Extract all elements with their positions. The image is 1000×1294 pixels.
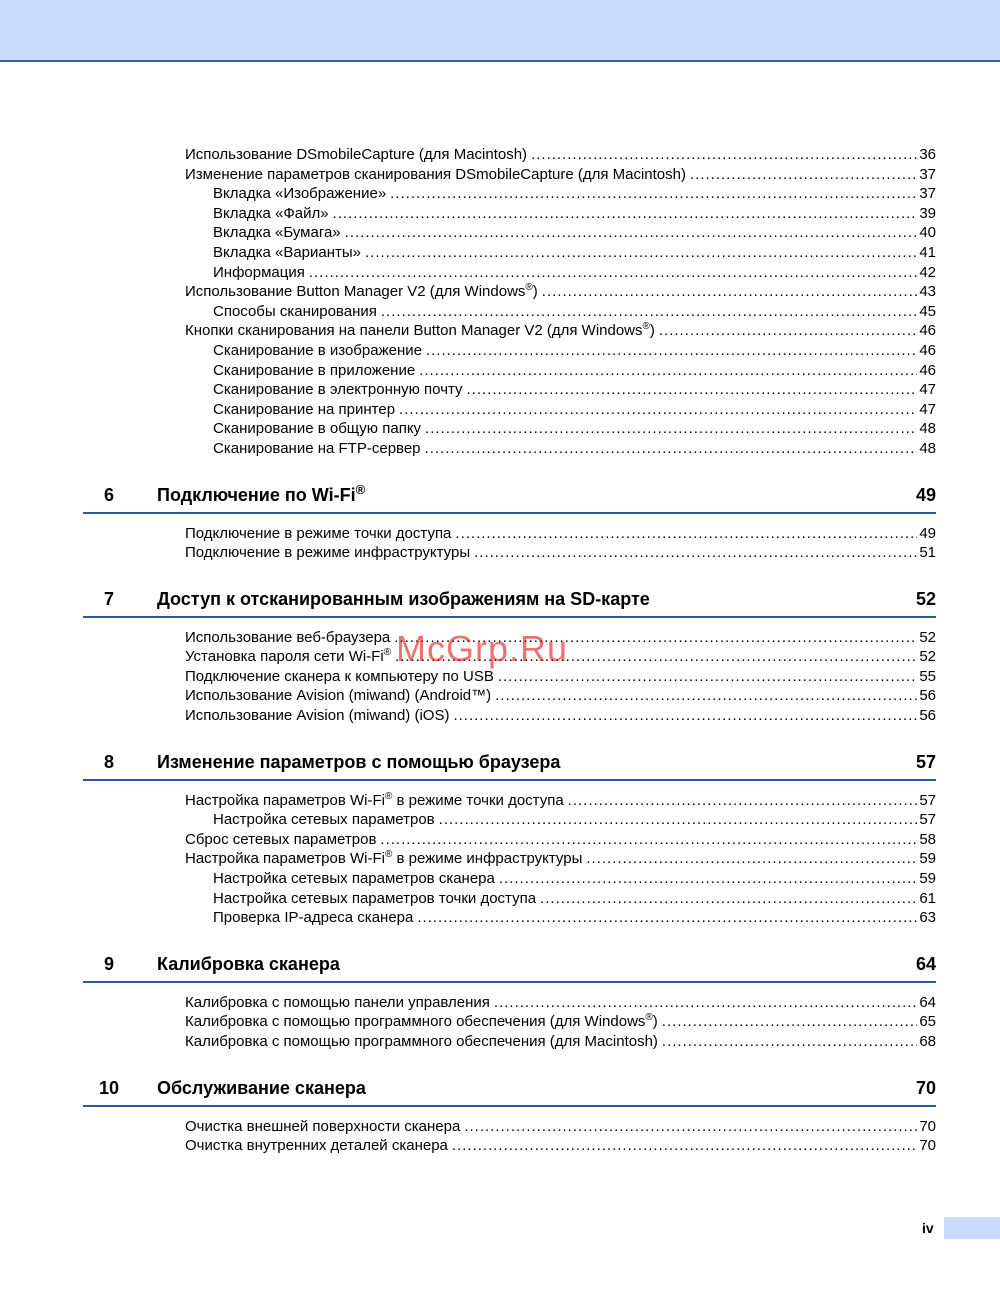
toc-entry-page: 64	[919, 993, 936, 1011]
dot-leader	[474, 543, 917, 563]
dot-leader	[453, 706, 917, 726]
toc-entry[interactable]	[213, 184, 936, 204]
toc-entry-page: 59	[919, 870, 936, 888]
chapter-page: 49	[915, 484, 936, 505]
chapter-heading[interactable]	[83, 476, 936, 514]
dot-leader	[345, 223, 918, 243]
toc-entry[interactable]	[185, 686, 936, 706]
dot-leader	[426, 341, 917, 361]
toc-entry[interactable]	[213, 400, 936, 420]
toc-entry[interactable]	[213, 810, 936, 830]
toc-entry-page: 37	[919, 165, 936, 183]
dot-leader	[452, 1136, 917, 1156]
toc-entry-title: Вкладка «Бумага»	[213, 224, 341, 242]
dot-leader	[439, 810, 918, 830]
toc-entry-page: 42	[919, 263, 936, 281]
toc-entry-page: 58	[919, 830, 936, 848]
toc-entry-title: Использование Button Manager V2 (для Windows®)	[185, 282, 538, 301]
toc-entry-title: Калибровка с помощью программного обеспечения (для Windows®)	[185, 1012, 658, 1031]
page-tab	[944, 1217, 1000, 1239]
toc-entry-page: 57	[919, 811, 936, 829]
toc-entry-page: 51	[919, 544, 936, 562]
dot-leader	[333, 204, 918, 224]
toc-entry-page: 39	[919, 204, 936, 222]
toc-entry-page: 48	[919, 420, 936, 438]
toc-entry[interactable]	[213, 263, 936, 283]
toc-entry-title: Вкладка «Изображение»	[213, 185, 387, 203]
toc-entry-title: Использование Avision (miwand) (Android™)	[185, 687, 492, 705]
toc-entry-page: 55	[919, 667, 936, 685]
toc-entry-title: Сканирование в приложение	[213, 361, 416, 379]
chapter-heading[interactable]	[83, 1069, 936, 1107]
registered-mark: ®	[645, 1012, 653, 1024]
toc-entry-page: 56	[919, 687, 936, 705]
chapter-number: 10	[98, 1077, 120, 1098]
chapter-page: 64	[915, 953, 936, 974]
toc-entry-page: 56	[919, 707, 936, 725]
toc-entry-page: 46	[919, 361, 936, 379]
toc-entry[interactable]	[213, 869, 936, 889]
toc-entry-title: Настройка сетевых параметров сканера	[213, 870, 495, 888]
toc-entry-page: 57	[919, 791, 936, 809]
dot-leader	[662, 1012, 918, 1032]
toc-entry-title: Использование DSmobileCapture (для Macintosh)	[185, 146, 528, 163]
toc-entry-page: 52	[919, 628, 936, 646]
dot-leader	[531, 145, 917, 165]
toc-entry[interactable]	[213, 223, 936, 243]
toc-entry-page: 61	[919, 889, 936, 907]
toc-entry-title: Сброс сетевых параметров	[185, 830, 377, 848]
dot-leader	[425, 439, 918, 459]
toc-entry-page: 59	[919, 850, 936, 868]
chapter-heading[interactable]	[83, 945, 936, 983]
toc-entry-page: 70	[919, 1137, 936, 1155]
toc-entry-title: Проверка IP-адреса сканера	[213, 909, 414, 927]
dot-leader	[365, 243, 917, 263]
chapter-page: 57	[915, 751, 936, 772]
dot-leader	[690, 165, 917, 185]
toc-entry-page: 47	[919, 400, 936, 418]
toc-entry-title: Способы сканирования	[213, 302, 377, 320]
toc-entry-title: Подключение в режиме инфраструктуры	[185, 544, 471, 562]
dot-leader	[586, 849, 917, 869]
toc-entry[interactable]	[185, 1032, 936, 1052]
toc-entry-title: Изменение параметров сканирования DSmobileCapture (для Macintosh)	[185, 165, 686, 183]
toc-entry-page: 43	[919, 283, 936, 301]
toc-entry[interactable]	[213, 908, 936, 928]
chapter-title: Подключение по Wi-Fi®	[157, 481, 366, 505]
toc-entry-title: Настройка сетевых параметров	[213, 811, 435, 829]
toc-entry[interactable]	[213, 361, 936, 381]
chapter-page: 70	[915, 1077, 936, 1098]
dot-leader	[540, 889, 917, 909]
toc-entry[interactable]	[185, 321, 936, 341]
toc-entry-title: Сканирование в электронную почту	[213, 381, 463, 399]
dot-leader	[417, 908, 917, 928]
toc-entry-title: Кнопки сканирования на панели Button Manager V2 (для Windows®)	[185, 321, 655, 340]
toc-entry[interactable]	[213, 243, 936, 263]
toc-entry[interactable]	[185, 993, 936, 1013]
toc-entry[interactable]	[213, 341, 936, 361]
chapter-title: Доступ к отсканированным изображениям на SD-карте	[157, 588, 650, 609]
registered-mark: ®	[525, 282, 533, 294]
watermark: McGrp.Ru	[396, 628, 569, 669]
toc-entry-page: 49	[919, 524, 936, 542]
toc-entry[interactable]	[185, 145, 936, 165]
toc-entry[interactable]	[213, 204, 936, 224]
toc-entry-title: Сканирование на FTP-сервер	[213, 439, 421, 457]
chapter-title: Изменение параметров с помощью браузера	[157, 751, 561, 772]
toc-entry-page: 45	[919, 302, 936, 320]
toc-entry-title: Использование веб-браузера	[185, 628, 391, 646]
chapter-title: Калибровка сканера	[157, 953, 340, 974]
toc-entry-title: Очистка внешней поверхности сканера	[185, 1117, 461, 1135]
dot-leader	[419, 361, 917, 381]
toc-entry-page: 47	[919, 381, 936, 399]
toc-entry-title: Использование Avision (miwand) (iOS)	[185, 707, 450, 725]
toc-entry[interactable]	[185, 282, 936, 302]
dot-leader	[380, 830, 917, 850]
toc-entry-title: Сканирование в изображение	[213, 341, 422, 359]
chapter-number: 6	[103, 484, 114, 505]
toc-entry-title: Вкладка «Файл»	[213, 204, 329, 222]
toc-entry-page: 65	[919, 1013, 936, 1031]
registered-mark: ®	[383, 647, 392, 659]
dot-leader	[399, 400, 917, 420]
toc-entry[interactable]	[213, 419, 936, 439]
toc-entry-page: 46	[919, 322, 936, 340]
dot-leader	[659, 321, 917, 341]
toc-entry[interactable]	[213, 380, 936, 400]
registered-mark: ®	[385, 849, 393, 861]
registered-mark: ®	[385, 790, 393, 802]
toc-entry-page: 68	[919, 1033, 936, 1050]
dot-leader	[464, 1117, 917, 1137]
toc-entry-title: Сканирование на принтер	[213, 400, 396, 418]
chapter-number: 8	[103, 751, 114, 772]
dot-leader	[390, 184, 917, 204]
toc-entry-page: 70	[919, 1117, 936, 1135]
dot-leader	[499, 869, 917, 889]
toc-entry-page: 63	[919, 909, 936, 927]
dot-leader	[425, 419, 917, 439]
toc-entry[interactable]	[185, 706, 936, 726]
toc-entry[interactable]	[185, 165, 936, 185]
dot-leader	[455, 524, 917, 544]
toc-entry-title: Настройка сетевых параметров точки доступа	[213, 889, 537, 907]
toc-entry-page: 46	[919, 341, 936, 359]
toc-entry[interactable]	[185, 849, 936, 869]
chapter-page: 52	[915, 588, 936, 609]
toc-entry-page: 37	[919, 185, 936, 203]
dot-leader	[494, 993, 917, 1013]
toc-entry-title: Калибровка с помощью панели управления	[185, 993, 490, 1011]
toc-entry-title: Информация	[213, 263, 305, 281]
toc-entry[interactable]	[185, 1012, 936, 1032]
toc-entry-page: 52	[919, 648, 936, 666]
header-band	[0, 0, 1000, 62]
chapter-heading[interactable]	[83, 743, 936, 781]
toc-entry-title: Калибровка с помощью программного обеспечения (для Macintosh)	[185, 1033, 658, 1050]
toc-entry[interactable]	[185, 1117, 936, 1137]
chapter-number: 7	[103, 588, 114, 609]
toc-entry[interactable]	[213, 302, 936, 322]
toc-entry[interactable]	[185, 524, 936, 544]
toc-entry[interactable]	[185, 830, 936, 850]
chapter-number: 9	[103, 953, 114, 974]
toc-entry-title: Очистка внутренних деталей сканера	[185, 1137, 448, 1155]
dot-leader	[568, 791, 918, 811]
dot-leader	[495, 686, 917, 706]
dot-leader	[381, 302, 917, 322]
toc-entry-title: Настройка параметров Wi-Fi® в режиме инфраструктуры	[185, 849, 583, 868]
chapter-title: Обслуживание сканера	[157, 1077, 366, 1098]
toc-entry-title: Подключение сканера к компьютеру по USB	[185, 667, 494, 685]
registered-mark: ®	[642, 321, 650, 333]
registered-mark: ®	[355, 481, 366, 497]
toc-entry[interactable]	[185, 1136, 936, 1156]
toc-entry[interactable]	[185, 543, 936, 563]
dot-leader	[662, 1032, 917, 1052]
toc-entry-page: 36	[919, 146, 936, 163]
page-number: iv	[922, 1220, 934, 1236]
toc-entry-title: Установка пароля сети Wi-Fi®	[185, 647, 392, 666]
toc-entry-title: Сканирование в общую папку	[213, 420, 422, 438]
dot-leader	[467, 380, 918, 400]
dot-leader	[542, 282, 918, 302]
dot-leader	[309, 263, 917, 283]
toc-entry[interactable]	[213, 889, 936, 909]
toc-entry-title: Настройка параметров Wi-Fi® в режиме точки доступа	[185, 790, 564, 809]
toc-entry[interactable]	[213, 439, 936, 459]
toc-entry-page: 40	[919, 224, 936, 242]
toc-entry-page: 41	[919, 243, 936, 261]
toc-entry-title: Вкладка «Варианты»	[213, 243, 362, 261]
toc-entry-title: Подключение в режиме точки доступа	[185, 524, 452, 542]
toc-entry[interactable]	[185, 791, 936, 811]
toc-entry-page: 48	[919, 439, 936, 457]
chapter-heading[interactable]	[83, 580, 936, 618]
